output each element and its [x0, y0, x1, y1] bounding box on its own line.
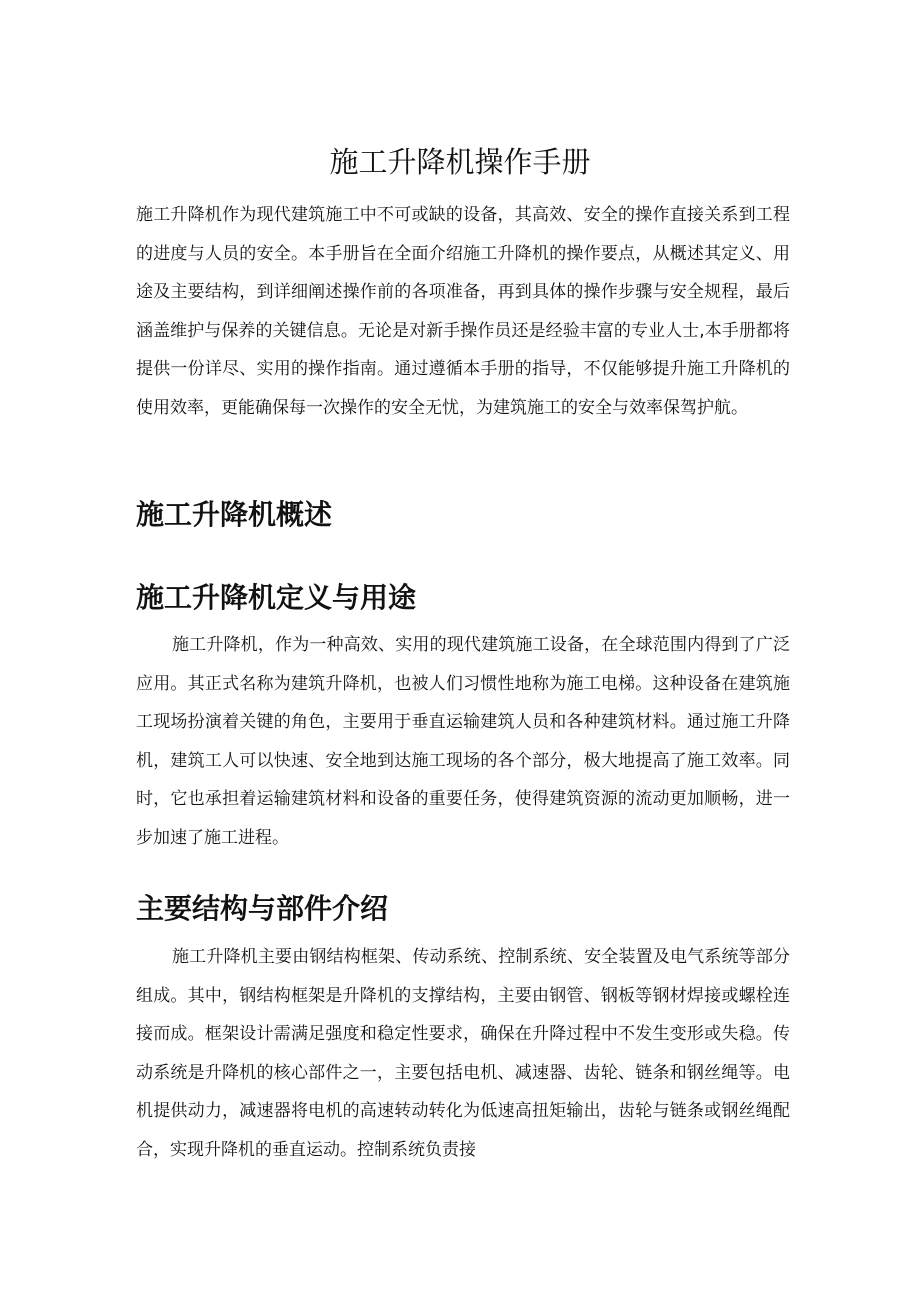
intro-paragraph: 施工升降机作为现代建筑施工中不可或缺的设备，其高效、安全的操作直接关系到工程的进度与人员的安全。本手册旨在全面介绍施工升降机的操作要点，从概述其定义、用途及主要结构，到详细阐述操作前的各项准备，再到具体的操作步骤与安全规程，最后涵盖维护与保养的关键信息。无论是对新手操作员还是经验丰富的专业人士,本手册都将提供一份详尽、实用的操作指南。通过遵循本手册的指导，不仅能够提升施工升降机的使用效率，更能确保每一次操作的安全无忧，为建筑施工的安全与效率保驾护航。 — [136, 205, 790, 418]
section-heading-overview: 施工升降机概述 — [136, 498, 333, 531]
document-title: 施工升降机操作手册 — [329, 145, 591, 179]
section-heading-definition: 施工升降机定义与用途 — [136, 581, 417, 614]
section-heading-structure: 主要结构与部件介绍 — [136, 892, 389, 925]
structure-paragraph: 施工升降机主要由钢结构框架、传动系统、控制系统、安全装置及电气系统等部分组成。其中，钢结构框架是升降机的支撑结构，主要由钢管、钢板等钢材焊接或螺栓连接而成。框架设计需满足强度和稳定性要求，确保在升降过程中不发生变形或失稳。传动系统是升降机的核心部件之一，主要包括电机、减速器、齿轮、链条和钢丝绳等。电机提供动力，减速器将电机的高速转动转化为低速高扭矩输出，齿轮与链条或钢丝绳配合，实现升降机的垂直运动。控制系统负责接 — [136, 947, 790, 1160]
definition-paragraph: 施工升降机，作为一种高效、实用的现代建筑施工设备，在全球范围内得到了广泛应用。其正式名称为建筑升降机，也被人们习惯性地称为施工电梯。这种设备在建筑施工现场扮演着关键的角色，主要用于垂直运输建筑人员和各种建筑材料。通过施工升降机，建筑工人可以快速、安全地到达施工现场的各个部分，极大地提高了施工效率。同时，它也承担着运输建筑材料和设备的重要任务，使得建筑资源的流动更加顺畅，进一步加速了施工进程。 — [136, 635, 790, 848]
